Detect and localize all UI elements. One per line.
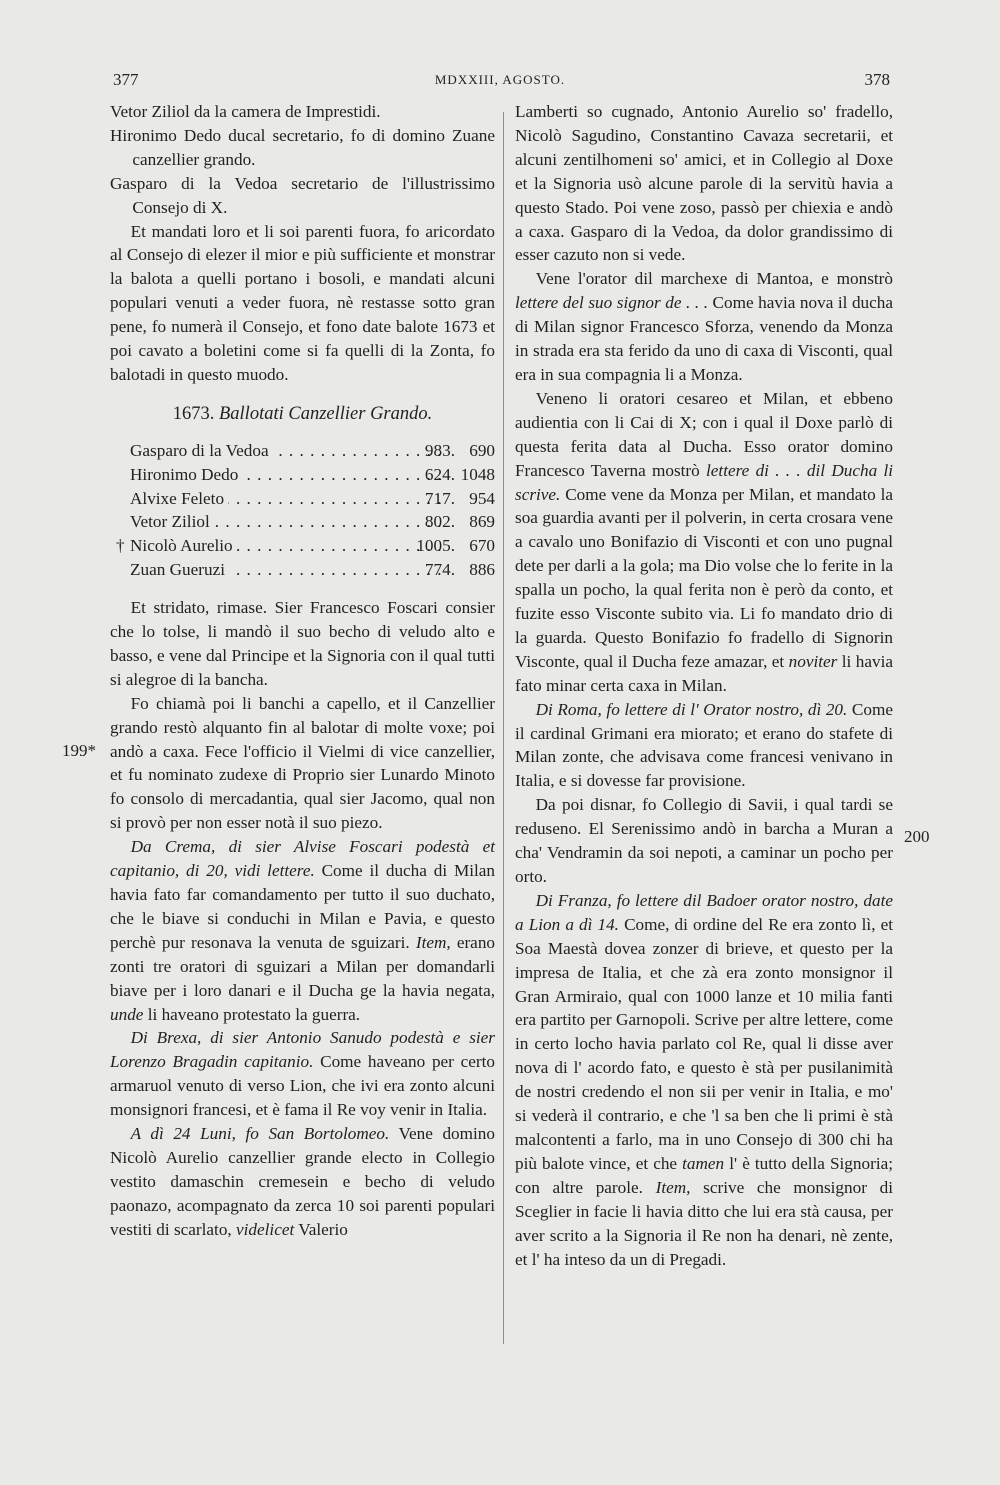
candidate-name: Zuan Gueruzi <box>130 560 229 579</box>
ballot-row <box>130 463 495 487</box>
list-item: Hironimo Dedo ducal secretario, fo di domino Zuane canzellier grando. <box>110 125 495 169</box>
running-header <box>0 70 1000 100</box>
candidate-name: Gasparo di la Vedoa <box>130 441 273 460</box>
ballot-title: Ballotati Canzellier Grando. <box>218 403 433 424</box>
ballot-heading <box>110 403 495 427</box>
brexa-heading: Di Brexa, di sier Antonio Sanudo podestà e sier Lorenzo Bragadin capitanio. <box>110 1028 495 1072</box>
votes-for: 717. <box>424 488 455 508</box>
candidate-name: Hironimo Dedo <box>130 465 242 484</box>
franza-heading: Di Franza, fo lettere dil Badoer orator nostro, date a Lion a dì 14. <box>515 890 893 934</box>
right-column <box>515 100 893 1271</box>
votes-against: 886 <box>469 560 495 580</box>
votes-against: 670 <box>469 536 495 556</box>
candidate-name: Nicolò Aurelio <box>130 536 237 555</box>
left-page-number: 377 <box>113 70 139 89</box>
adi24-heading: A dì 24 Luni, fo San Bortolomeo. <box>130 1124 390 1144</box>
paragraph-franza: Di Franza, fo lettere dil Badoer orator nostro, date a Lion a dì 14. Come, di ordine del Re era zonto lì, et Soa Maestà dovea zonzer di brieve, et questo per la impresa de Italia, et che zà era zonto monsignor il Gran Armiraio, qual con 1000 lanze et 10 milia fanti era partito per Garnopoli. Scrive per altre lettere, come in certo locho havia parlato col Re, qual li disse aver nova di l' acordo fato, e questo è stà per pusilanimità de nostri credendo el non sii per venir in Italia, e mo' si vederà il contrario, e che 'l sa ben che li primi è stà malcontenti a farlo, ma in uno Consejo di 300 chi ha più balote vince, et che tamen l' è tutto della Signoria; con altre parole. Item, scrive che monsignor di Sceglier in facie li havia ditto che lui era stà causa, per aver scrito a la Signoria il Re non ha denari, nè zente, et l' ha inteso da un di Pregadi. <box>515 890 894 1269</box>
right-margin-marker: 200 <box>904 827 930 846</box>
paragraph-intro: Et mandati loro et li soi parenti fuora, fo aricordato al Consejo di elezer il mior e più sufficiente et monstrar la balota a quelli portano i bosoli, e mandati alcuni populari venuti a veder fuora, nè restasse sotto gran pene, fo numerà il Consejo, et fono date balote 1673 et poi cavato a boletini come si fa quelli di la Zonta, fo balotadi in questo muodo. <box>110 221 495 384</box>
paragraph-roma: Di Roma, fo lettere di l' Orator nostro, dì 20. Come il cardinal Grimani era miorato; et erano do stafete di Milan zonte, che advisava come francesi venivano in Italia, e si dovesse far provisione. <box>515 699 893 791</box>
votes-for: 774. <box>424 560 455 580</box>
paragraph-adi24: A dì 24 Luni, fo San Bortolomeo. Vene domino Nicolò Aurelio canzellier grande electo in Collegio vestito damaschin cremesein e becho di veludo paonazo, acompagnato da zerca 10 soi parenti populari vestiti di scarlato, videlicet Valerio <box>110 1124 495 1239</box>
left-column <box>110 100 495 1242</box>
paragraph-chiama: Fo chiamà poi li banchi a capello, et il Canzellier grando restò alquanto fin al balotar di molte voxe; poi andò a caxa. Fece l'officio il Vielmi di vice canzellier, et fu nominato zudexe di Proprio sier Lunardo Minoto fo consolo di mercadantia, qual sier Jacomo, qual non si provò per non esser notà il suo piezo. <box>110 693 495 833</box>
elected-cross-mark: † <box>116 536 125 556</box>
right-page-number: 378 <box>864 70 890 89</box>
paragraph-continuation: Lamberti so cugnado, Antonio Aurelio so' fradello, Nicolò Sagudino, Constantino Cavaza secretarii, et alcuni zentilhomeni so' amici, et in Collegio al Doxe et la Signoria usò alcune parole di la servitù havia a questo Stado. Poi vene zoso, passò per chiexia e andò a caxa. Gasparo di la Vedoa, da dolor grandissimo di esser cazuto non si vede. <box>515 102 893 265</box>
column-divider <box>503 112 504 1344</box>
ballot-row-elected <box>116 534 495 558</box>
paragraph-mantoa: Vene l'orator dil marchexe di Mantoa, e monstrò lettere del suo signor de . . . Come havia nova il ducha di Milan signor Francesco Sforza, venendo da Monza in strada era sta ferido da uno di caxa di Visconti, qual era in sua compagnia li a Monza. <box>515 269 893 384</box>
paragraph-brexa: Di Brexa, di sier Antonio Sanudo podestà e sier Lorenzo Bragadin capitanio. Come haveano per certo armaruol venuto di verso Lion, che ivi era zonto alcuni monsignori francesi, et è fama il Re voy venir in Italia. <box>110 1028 495 1120</box>
votes-for: 624. <box>424 464 455 484</box>
ballot-row <box>130 487 495 511</box>
candidate-name: Vetor Ziliol <box>130 512 214 531</box>
votes-for: 983. <box>424 440 455 460</box>
ballot-number: 1673. <box>172 403 215 424</box>
roma-heading: Di Roma, fo lettere di l' Orator nostro, dì 20. <box>535 699 848 719</box>
list-item: Gasparo di la Vedoa secretario de l'illustrissimo Consejo di X. <box>110 173 495 217</box>
candidate-name: Alvixe Feleto <box>130 489 228 508</box>
paragraph-crema: Da Crema, di sier Alvise Foscari podestà et capitanio, di 20, vidi lettere. Come il ducha di Milan havia fato far comandamento per tutto il suo duchato, che le biave si conduchi in Milan e Pavia, e questo perchè pur resonava la venuta de sguizari. Item, erano zonti tre oratori di sguizari a Milan per domandarli biave per i loro danari e il Ducha ge la havia negata, unde li haveano protestato la guerra. <box>110 837 496 1024</box>
votes-for: 802. <box>424 512 455 532</box>
paragraph-collegio: Da poi disnar, fo Collegio di Savii, i qual tardi se reduseno. El Serenissimo andò in barcha a Muran a cha' Vendramin da soi nepoti, a caminar un pocho per orto. <box>515 795 893 886</box>
paragraph-stridato: Et stridato, rimase. Sier Francesco Foscari consier che lo tolse, li mandò il suo becho di veludo alto e basso, e vene dal Principe et la Signoria con il qual tutti si alegroe di la bancha. <box>110 598 495 689</box>
votes-against: 954 <box>469 488 495 508</box>
crema-heading: Da Crema, di sier Alvise Foscari podestà et capitanio, di 20, vidi lettere. <box>110 837 495 881</box>
ballot-row <box>130 439 495 463</box>
left-margin-marker: 199* <box>62 741 96 760</box>
votes-against: 1048 <box>460 464 495 484</box>
list-item: Vetor Ziliol da la camera de Imprestidi. <box>110 102 381 121</box>
votes-for: 1005. <box>416 536 455 556</box>
running-title: MDXXIII, AGOSTO. <box>434 72 566 87</box>
votes-against: 869 <box>469 512 495 532</box>
ballot-row <box>130 558 495 582</box>
ballot-table <box>116 439 495 582</box>
paragraph-cai-di-x: Veneno li oratori cesareo et Milan, et ebbeno audientia con li Cai di X; con i qual il Doxe parlò di questa ferita data al Ducha. Esso orator domino Francesco Taverna mostrò lettere di . . . dil Ducha li scrive. Come vene da Monza per Milan, et mandato la soa guardia avanti per il polverin, in certa crosara vene a cavalo uno Bonifazio di Visconti et con uno pugnal dete per darli a la gola; ma Dio volse che lo ferite in la spalla un pocho, la qual ferita non è però da conto, et fuzite esso Visconte subito via. Li fo mandato drio di la guarda. Questo Bonifazio fo fradello di Signorin Visconte, qual il Ducha feze amazar, et noviter li havia fato minar certa caxa in Milan. <box>515 388 893 695</box>
ballot-row <box>130 510 495 534</box>
votes-against: 690 <box>469 440 495 460</box>
